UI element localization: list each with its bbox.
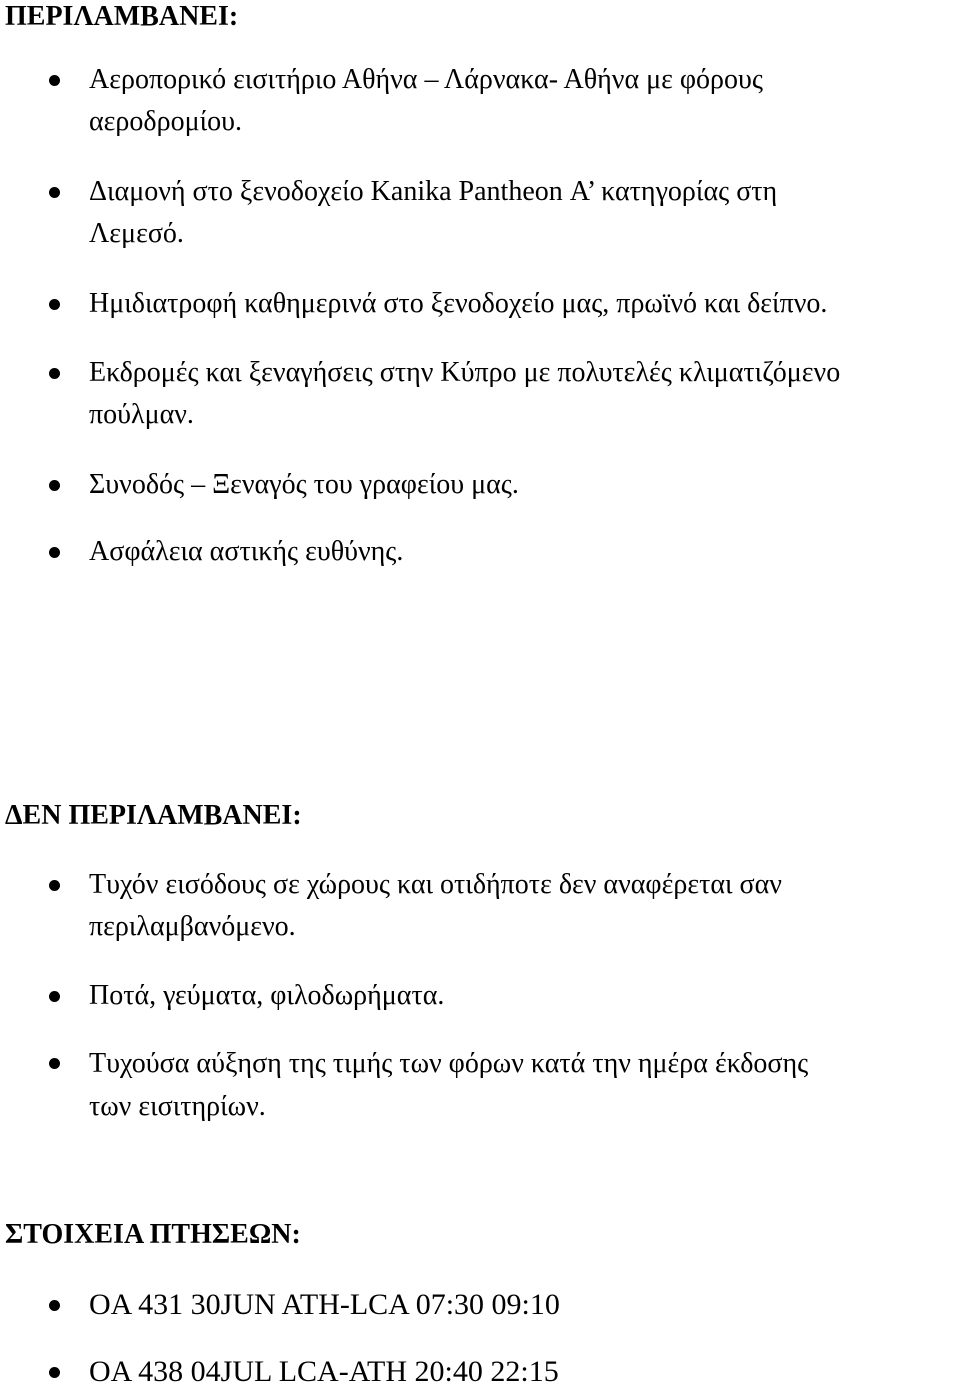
bullet-icon — [49, 1058, 60, 1069]
excludes-item-tax-increase — [89, 1042, 957, 1128]
item-text-line: πούλμαν. — [89, 399, 194, 430]
item-text-line: περιλαμβανόμενο. — [89, 911, 296, 942]
includes-item-guide — [89, 464, 957, 506]
includes-item-hotel — [89, 171, 957, 255]
bullet-icon — [49, 991, 60, 1002]
item-text-line: Συνοδός – Ξεναγός του γραφείου μας. — [89, 469, 519, 500]
includes-item-airfare — [89, 59, 957, 143]
bullet-icon — [49, 368, 60, 379]
bullet-icon — [49, 187, 60, 198]
bullet-icon — [49, 880, 60, 891]
flight-outbound — [89, 1284, 957, 1326]
bullet-icon — [49, 299, 60, 310]
includes-item-insurance — [89, 531, 957, 573]
bullet-icon — [49, 480, 60, 491]
includes-item-halfboard — [89, 283, 957, 325]
item-text-line: Ασφάλεια αστικής ευθύνης. — [89, 536, 404, 567]
excludes-item-entrances — [89, 864, 957, 948]
flights-heading: ΣΤΟΙΧΕΙΑ ΠΤΗΣΕΩΝ: — [5, 1219, 301, 1250]
flight-text: OA 438 04JUL LCA-ATH 20:40 22:15 — [89, 1355, 559, 1388]
item-text-line: Τυχούσα αύξηση της τιμής των φόρων κατά την ημέρα έκδοσης — [89, 1048, 809, 1079]
flight-text: OA 431 30JUN ATH-LCA 07:30 09:10 — [89, 1288, 560, 1321]
item-text-line: Ημιδιατροφή καθημερινά στο ξενοδοχείο μας, πρωϊνό και δείπνο. — [89, 288, 828, 319]
excludes-heading: ΔΕΝ ΠΕΡΙΛΑΜΒΑΝΕΙ: — [5, 800, 302, 831]
bullet-icon — [49, 75, 60, 86]
item-text-line: Τυχόν εισόδους σε χώρους και οτιδήποτε δεν αναφέρεται σαν — [89, 869, 782, 900]
includes-item-excursions — [89, 352, 957, 436]
excludes-item-drinks — [89, 975, 957, 1017]
includes-heading: ΠΕΡΙΛΑΜΒΑΝΕΙ: — [5, 1, 239, 32]
item-text-line: των εισιτηρίων. — [89, 1091, 266, 1122]
bullet-icon — [49, 1367, 60, 1378]
item-text-line: Εκδρομές και ξεναγήσεις στην Κύπρο με πολυτελές κλιματιζόμενο — [89, 357, 841, 388]
item-text-line: Διαμονή στο ξενοδοχείο Kanika Pantheon Α’ κατηγορίας στη — [89, 176, 778, 207]
item-text-line: Λεμεσό. — [89, 218, 184, 249]
item-text-line: Αεροπορικό εισιτήριο Αθήνα – Λάρνακα- Αθήνα με φόρους — [89, 64, 763, 95]
item-text-line: Ποτά, γεύματα, φιλοδωρήματα. — [89, 980, 445, 1011]
bullet-icon — [49, 547, 60, 558]
item-text-line: αεροδρομίου. — [89, 106, 242, 137]
bullet-icon — [49, 1300, 60, 1311]
